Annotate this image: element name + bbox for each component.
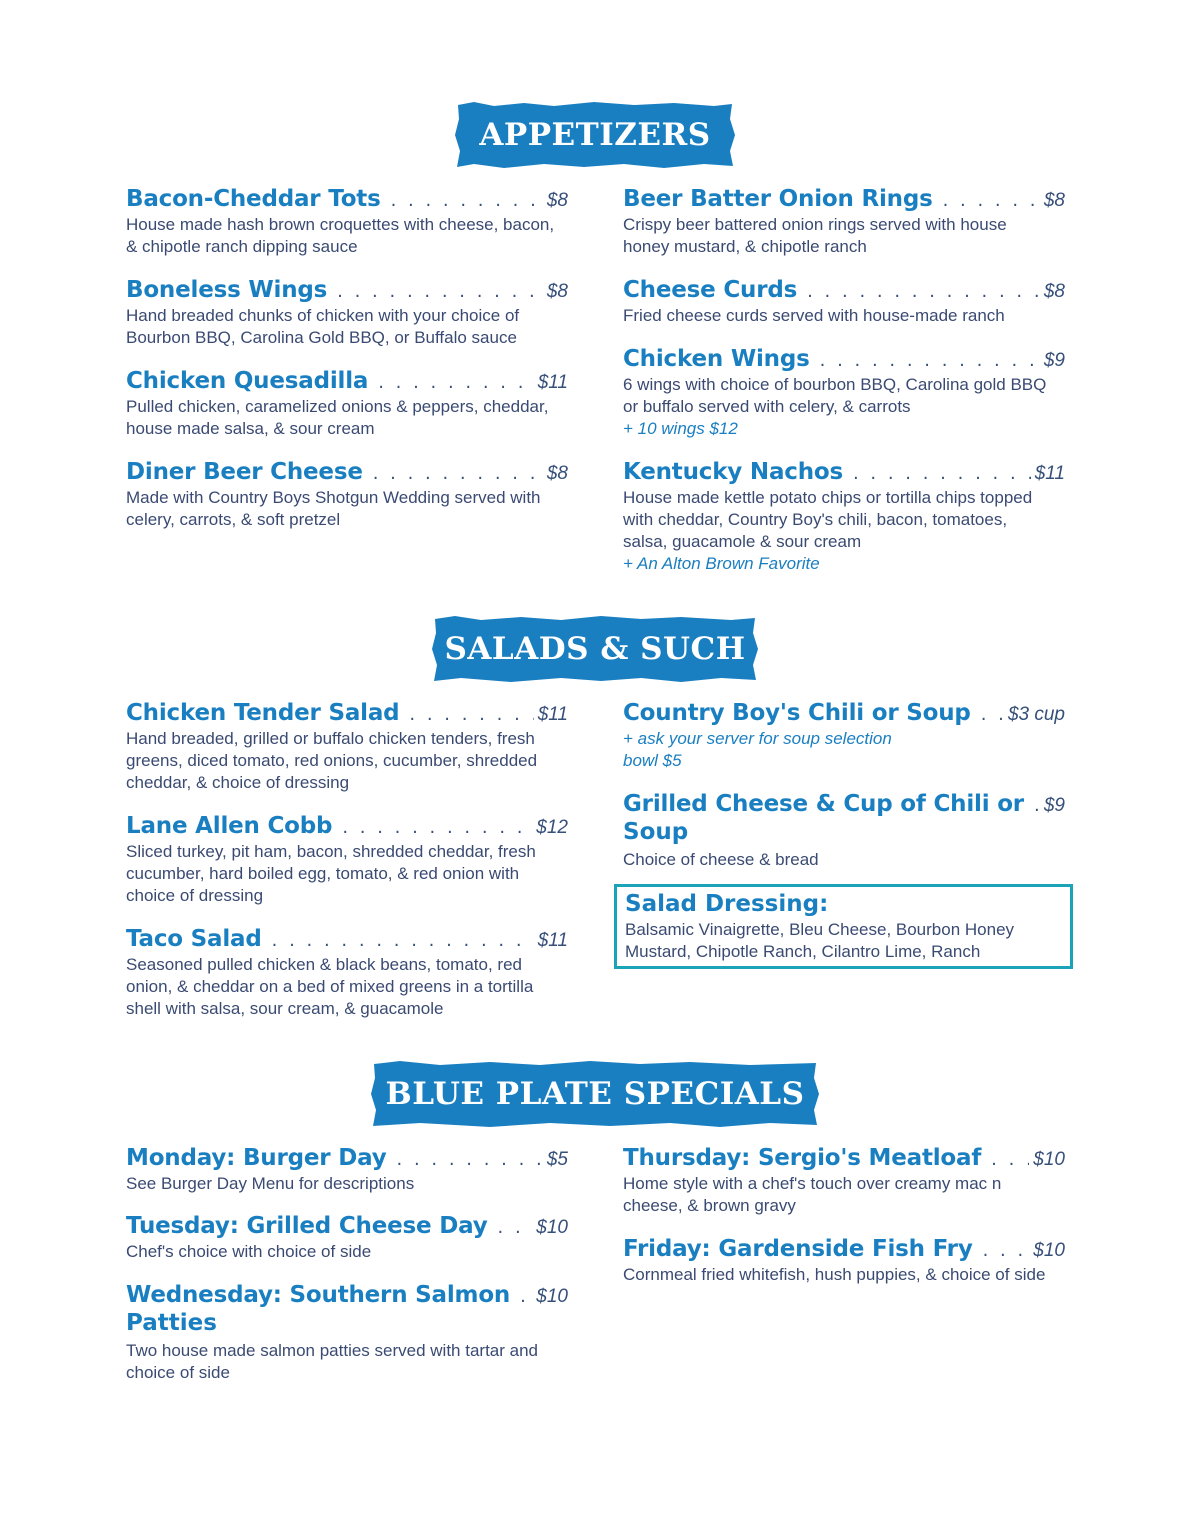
item-description: Cornmeal fried whitefish, hush puppies, & choice of side	[623, 1265, 1046, 1284]
menu-item	[623, 791, 1065, 871]
item-price: $8	[546, 463, 568, 484]
item-description: Home style with a chef's touch over creamy mac n cheese, & brown gravy	[623, 1174, 1002, 1215]
item-name: Monday: Burger Day	[126, 1145, 387, 1171]
item-name: Beer Batter Onion Rings	[623, 186, 933, 212]
item-note: + 10 wings $12	[623, 419, 738, 438]
menu-item	[623, 277, 1065, 327]
item-name: Lane Allen Cobb	[126, 813, 333, 839]
item-name: Thursday: Sergio's Meatloaf	[623, 1145, 982, 1171]
salads-title: SALADS & SUCH	[444, 631, 746, 667]
item-price: $3 cup	[1007, 704, 1065, 725]
item-name: Chicken Quesadilla	[126, 368, 369, 394]
menu-item	[126, 1213, 568, 1263]
item-name: Wednesday: Southern Salmon	[126, 1282, 511, 1308]
item-description: Choice of cheese & bread	[623, 850, 819, 869]
specials-title: BLUE PLATE SPECIALS	[385, 1076, 805, 1112]
menu-item	[126, 1282, 568, 1384]
item-price: $11	[537, 372, 568, 393]
item-price: $10	[1033, 1240, 1065, 1261]
item-description: See Burger Day Menu for descriptions	[126, 1174, 415, 1193]
salad-dressing-box	[614, 884, 1073, 969]
item-note: + An Alton Brown Favorite	[623, 554, 820, 573]
menu-item	[126, 368, 568, 440]
item-price: $9	[1043, 350, 1065, 371]
item-name: Taco Salad	[126, 926, 262, 952]
item-description: Pulled chicken, caramelized onions & peppers, cheddar, house made salsa, & sour cream	[126, 397, 549, 438]
item-name: Kentucky Nachos	[623, 459, 843, 485]
item-description: Fried cheese curds served with house-made ranch	[623, 306, 1005, 325]
menu-item	[126, 1145, 568, 1195]
menu-item	[623, 459, 1065, 575]
menu-item	[126, 459, 568, 531]
item-name: Chicken Wings	[623, 346, 810, 372]
menu-item	[623, 346, 1065, 440]
salad-dressing-title: Salad Dressing:	[625, 891, 829, 917]
item-price: $12	[536, 817, 568, 838]
appetizers-banner	[454, 101, 736, 169]
item-price: $9	[1043, 795, 1065, 816]
menu-item	[623, 186, 1065, 258]
menu-item	[126, 813, 568, 907]
item-description: House made hash brown croquettes with cheese, bacon, & chipotle ranch dipping sauce	[126, 215, 555, 256]
item-name: Boneless Wings	[126, 277, 328, 303]
item-price: $8	[546, 190, 568, 211]
item-description: Seasoned pulled chicken & black beans, tomato, red onion, & cheddar on a bed of mixed greens in a tortilla shell with salsa, sour cream, & guacamole	[126, 955, 534, 1018]
menu-item	[623, 1236, 1065, 1286]
menu-item	[623, 1145, 1065, 1217]
item-description: Hand breaded, grilled or buffalo chicken tenders, fresh greens, diced tomato, red onions, cucumber, shredded cheddar, & choice of dressing	[126, 729, 538, 792]
menu-item	[623, 700, 1065, 772]
item-name: Friday: Gardenside Fish Fry	[623, 1236, 973, 1262]
item-price: $5	[546, 1149, 568, 1170]
item-price: $10	[1033, 1149, 1065, 1170]
item-description: Made with Country Boys Shotgun Wedding served with celery, carrots, & soft pretzel	[126, 488, 541, 529]
item-price: $11	[537, 704, 568, 725]
item-note: + ask your server for soup selection bowl $5	[623, 729, 892, 770]
item-description: Sliced turkey, pit ham, bacon, shredded cheddar, fresh cucumber, hard boiled egg, tomato, & red onion with choice of dressing	[126, 842, 536, 905]
item-description: 6 wings with choice of bourbon BBQ, Carolina gold BBQ or buffalo served with celery, & carrots	[623, 375, 1047, 416]
appetizers-title: APPETIZERS	[479, 117, 711, 153]
item-name: Diner Beer Cheese	[126, 459, 363, 485]
specials-banner	[370, 1060, 820, 1128]
item-price: $8	[1043, 190, 1065, 211]
item-description: Chef's choice with choice of side	[126, 1242, 372, 1261]
item-name-continued: Patties	[126, 1310, 217, 1336]
item-description: Two house made salmon patties served with tartar and choice of side	[126, 1341, 538, 1382]
salads-banner	[431, 615, 759, 683]
menu-item	[126, 700, 568, 794]
menu-item	[126, 926, 568, 1020]
item-name: Tuesday: Grilled Cheese Day	[126, 1213, 488, 1239]
item-name-continued: Soup	[623, 819, 689, 845]
item-price: $11	[1034, 463, 1065, 484]
item-price: $8	[1043, 281, 1065, 302]
item-name: Chicken Tender Salad	[126, 700, 400, 726]
item-name: Country Boy's Chili or Soup	[623, 700, 971, 726]
salad-dressing-list: Balsamic Vinaigrette, Bleu Cheese, Bourbon Honey Mustard, Chipotle Ranch, Cilantro Lime, Ranch	[625, 920, 1015, 961]
item-price: $10	[536, 1286, 568, 1307]
item-name: Cheese Curds	[623, 277, 798, 303]
item-description: Hand breaded chunks of chicken with your choice of Bourbon BBQ, Carolina Gold BBQ, or Buffalo sauce	[126, 306, 520, 347]
menu-item	[126, 277, 568, 349]
item-name: Grilled Cheese & Cup of Chili or	[623, 791, 1024, 817]
item-description: House made kettle potato chips or tortilla chips topped with cheddar, Country Boy's chili, bacon, tomatoes, salsa, guacamole & sour cream	[623, 488, 1033, 551]
item-description: Crispy beer battered onion rings served with house honey mustard, & chipotle ranch	[623, 215, 1007, 256]
item-name: Bacon-Cheddar Tots	[126, 186, 381, 212]
item-price: $10	[536, 1217, 568, 1238]
item-price: $8	[546, 281, 568, 302]
menu-item	[126, 186, 568, 258]
item-price: $11	[537, 930, 568, 951]
